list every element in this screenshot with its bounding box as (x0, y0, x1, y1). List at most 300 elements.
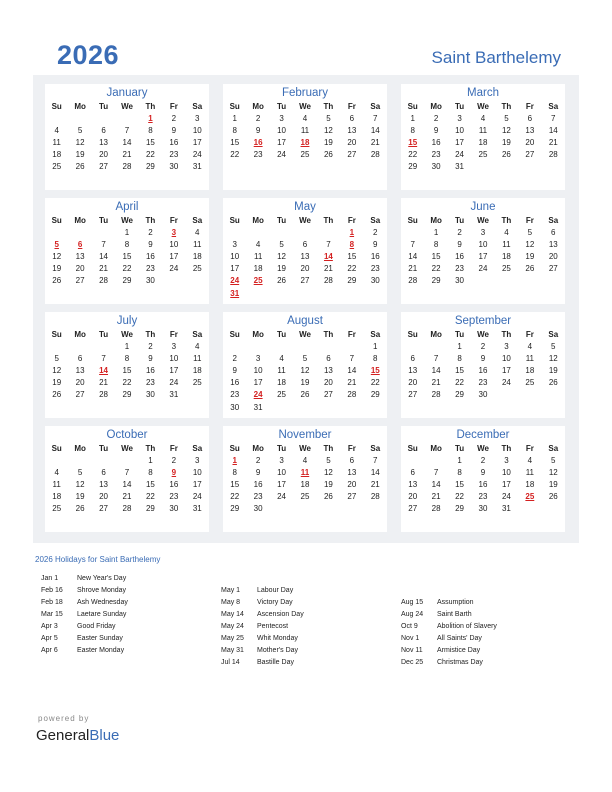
day-cell: 28 (408, 276, 418, 286)
day-cell: 22 (230, 150, 240, 160)
day-cell: 1 (124, 342, 130, 352)
day-cell: 9 (148, 354, 153, 364)
weekday-header: We (477, 444, 489, 453)
day-cell: 1 (433, 228, 439, 238)
day-cell: 11 (478, 126, 488, 136)
weekday-header: Th (145, 216, 156, 225)
day-cell: 4 (504, 228, 509, 238)
day-cell: 2 (148, 342, 153, 352)
day-cell: 12 (300, 366, 310, 376)
day-cell: 30 (370, 276, 380, 286)
holiday-name: Armistice Day (437, 647, 481, 654)
month-day-grid (45, 215, 209, 288)
day-cell: 13 (300, 252, 310, 262)
day-cell: 15 (122, 366, 132, 376)
empty-day-cell (68, 113, 91, 125)
day-cell: 29 (370, 390, 380, 400)
day-cell: 23 (169, 150, 179, 160)
day-cell: 19 (75, 492, 85, 502)
day-cell: 20 (408, 492, 418, 502)
month-day-grid (223, 329, 387, 414)
day-cell: 17 (277, 138, 287, 148)
day-cell: 28 (323, 276, 333, 286)
day-cell: 19 (548, 480, 558, 490)
day-cell: 12 (75, 480, 85, 490)
day-cell: 12 (52, 252, 62, 262)
day-cell: 26 (300, 390, 310, 400)
day-cell: 11 (502, 240, 511, 250)
day-cell: 27 (75, 390, 85, 400)
day-cell: 9 (171, 126, 177, 136)
day-cell: 30 (478, 504, 488, 514)
day-cell: 21 (99, 378, 109, 388)
holidays-title: 2026 Holidays for Saint Barthelemy (35, 555, 161, 564)
day-cell: 23 (253, 492, 263, 502)
day-cell: 3 (279, 114, 284, 124)
day-cell: 24 (192, 492, 202, 502)
weekday-header: Fr (347, 102, 356, 111)
day-cell: 5 (551, 456, 556, 466)
day-cell: 21 (99, 264, 109, 274)
day-cell: 26 (75, 162, 85, 172)
day-cell: 6 (410, 468, 415, 478)
day-cell: 24 (192, 150, 202, 160)
day-cell: 1 (124, 228, 130, 238)
day-cell: 6 (551, 228, 556, 238)
day-cell: 22 (122, 378, 132, 388)
day-cell: 7 (349, 354, 355, 364)
weekday-header: Mo (74, 444, 86, 453)
day-cell: 10 (169, 240, 179, 250)
day-cell: 12 (548, 468, 558, 478)
weekday-header: Tu (276, 102, 287, 111)
day-cell: 20 (99, 150, 109, 160)
weekday-header: Tu (454, 216, 465, 225)
month-name: September (454, 315, 512, 327)
day-cell: 4 (302, 456, 308, 466)
holiday-day-cell: 1 (349, 228, 355, 238)
day-cell: 27 (408, 504, 418, 514)
month-day-grid (223, 101, 387, 161)
day-cell: 8 (410, 126, 415, 136)
empty-day-cell (401, 341, 424, 353)
empty-day-cell (424, 341, 447, 353)
holiday-name: Labour Day (257, 587, 294, 594)
day-cell: 1 (232, 114, 237, 124)
weekday-header: We (477, 330, 489, 339)
day-cell: 8 (232, 126, 237, 136)
day-cell: 20 (548, 252, 558, 262)
holiday-name: Victory Day (257, 599, 293, 606)
day-cell: 16 (145, 252, 155, 262)
holiday-day-cell: 25 (253, 276, 263, 286)
day-cell: 13 (408, 366, 418, 376)
day-cell: 23 (478, 378, 488, 388)
month-day-grid (45, 329, 209, 402)
day-cell: 23 (230, 390, 240, 400)
holiday-day-cell: 3 (171, 228, 177, 238)
holiday-day-cell: 14 (99, 366, 109, 376)
day-cell: 14 (408, 252, 418, 262)
day-cell: 31 (169, 390, 179, 400)
day-cell: 4 (54, 126, 59, 136)
holiday-date: Jul 14 (221, 659, 240, 666)
weekday-header: Su (407, 102, 418, 111)
holiday-row (221, 645, 391, 657)
month-name: July (116, 315, 138, 327)
holiday-date: Dec 25 (401, 659, 424, 666)
weekday-header: Su (51, 444, 62, 453)
day-cell: 19 (501, 138, 511, 148)
day-cell: 10 (277, 468, 287, 478)
weekday-header: We (121, 216, 133, 225)
day-cell: 15 (230, 138, 240, 148)
holiday-day-cell: 14 (323, 252, 333, 262)
holiday-day-cell: 31 (230, 288, 240, 298)
day-cell: 2 (373, 228, 378, 238)
day-cell: 19 (525, 252, 535, 262)
day-cell: 15 (145, 480, 155, 490)
weekday-header: Tu (276, 216, 287, 225)
holiday-day-cell: 24 (253, 390, 263, 400)
weekday-header: Sa (370, 444, 381, 453)
day-cell: 10 (501, 468, 511, 478)
weekday-header: Sa (548, 330, 559, 339)
day-cell: 5 (302, 354, 308, 364)
weekday-header: Fr (525, 216, 534, 225)
day-cell: 3 (255, 354, 261, 364)
day-cell: 8 (232, 468, 237, 478)
empty-day-cell (340, 341, 363, 353)
day-cell: 20 (408, 378, 418, 388)
weekday-header: Su (229, 444, 240, 453)
holiday-day-cell: 18 (300, 138, 310, 148)
day-cell: 22 (347, 264, 357, 274)
weekday-header: Fr (169, 330, 178, 339)
day-cell: 23 (253, 150, 263, 160)
holiday-day-cell: 1 (148, 114, 153, 124)
day-cell: 14 (122, 480, 132, 490)
day-cell: 9 (373, 240, 378, 250)
weekday-header: Th (323, 216, 334, 225)
day-cell: 27 (99, 504, 109, 514)
day-cell: 16 (431, 138, 441, 148)
day-cell: 11 (277, 366, 286, 376)
day-cell: 8 (433, 240, 439, 250)
day-cell: 26 (501, 150, 511, 160)
holiday-column (41, 573, 211, 657)
day-cell: 2 (148, 228, 153, 238)
day-cell: 11 (52, 480, 61, 490)
day-cell: 4 (480, 114, 486, 124)
day-cell: 9 (232, 366, 237, 376)
day-cell: 15 (431, 252, 441, 262)
empty-day-cell (45, 341, 68, 353)
day-cell: 23 (478, 492, 488, 502)
day-cell: 26 (525, 264, 535, 274)
day-cell: 3 (504, 342, 509, 352)
weekday-header: Tu (98, 102, 109, 111)
weekday-header: Su (51, 216, 62, 225)
day-cell: 18 (501, 252, 511, 262)
day-cell: 27 (525, 150, 535, 160)
day-cell: 4 (195, 342, 200, 352)
day-cell: 31 (253, 402, 263, 412)
day-cell: 21 (122, 492, 132, 502)
brand-logo-part-general: General (36, 727, 90, 744)
day-cell: 18 (52, 492, 62, 502)
month-may (223, 198, 387, 304)
day-cell: 5 (551, 342, 556, 352)
day-cell: 6 (527, 114, 533, 124)
day-cell: 29 (408, 162, 418, 172)
day-cell: 3 (195, 114, 200, 124)
day-cell: 27 (347, 492, 357, 502)
holiday-date: Mar 15 (41, 611, 63, 618)
weekday-header: Sa (192, 216, 203, 225)
day-cell: 16 (478, 480, 488, 490)
weekday-header: Sa (192, 444, 203, 453)
day-cell: 9 (480, 468, 486, 478)
weekday-header: Tu (454, 444, 465, 453)
day-cell: 19 (300, 378, 310, 388)
day-cell: 28 (548, 150, 558, 160)
weekday-header: Th (501, 330, 512, 339)
weekday-header: Mo (74, 216, 86, 225)
day-cell: 25 (478, 150, 488, 160)
day-cell: 11 (300, 126, 310, 136)
day-cell: 21 (408, 264, 418, 274)
weekday-header: Fr (169, 102, 178, 111)
day-cell: 28 (370, 150, 380, 160)
day-cell: 5 (279, 240, 284, 250)
holiday-day-cell: 8 (349, 240, 355, 250)
day-cell: 14 (122, 138, 132, 148)
day-cell: 12 (323, 126, 333, 136)
day-cell: 13 (347, 126, 357, 136)
holiday-date: Nov 1 (401, 635, 420, 642)
weekday-header: Mo (252, 444, 264, 453)
empty-day-cell (92, 341, 115, 353)
day-cell: 7 (410, 240, 415, 250)
month-day-grid (401, 443, 565, 516)
day-cell: 3 (480, 228, 486, 238)
holiday-row (221, 585, 391, 597)
holiday-row (41, 597, 211, 609)
calendar-panel (33, 75, 579, 543)
holiday-day-cell: 9 (171, 468, 177, 478)
day-cell: 30 (253, 504, 263, 514)
day-cell: 6 (326, 354, 331, 364)
day-cell: 5 (326, 114, 331, 124)
day-cell: 17 (478, 252, 488, 262)
month-march (401, 84, 565, 190)
holiday-day-cell: 16 (253, 138, 263, 148)
day-cell: 25 (192, 378, 202, 388)
day-cell: 26 (277, 276, 287, 286)
month-name: November (278, 429, 332, 441)
day-cell: 25 (52, 504, 62, 514)
day-cell: 11 (193, 240, 202, 250)
empty-day-cell (115, 113, 138, 125)
weekday-header: Mo (252, 330, 264, 339)
holiday-column (401, 597, 571, 669)
day-cell: 22 (408, 150, 418, 160)
day-cell: 28 (122, 162, 132, 172)
weekday-header: Mo (430, 102, 442, 111)
weekday-header: Mo (430, 216, 442, 225)
day-cell: 13 (323, 366, 333, 376)
day-cell: 2 (457, 228, 462, 238)
day-cell: 7 (373, 456, 378, 466)
day-cell: 25 (52, 162, 62, 172)
day-cell: 29 (347, 276, 357, 286)
day-cell: 23 (431, 150, 441, 160)
holiday-date: May 14 (221, 611, 244, 618)
month-august (223, 312, 387, 418)
day-cell: 23 (370, 264, 380, 274)
day-cell: 6 (101, 468, 106, 478)
day-cell: 10 (501, 354, 511, 364)
day-cell: 20 (75, 378, 85, 388)
empty-day-cell (293, 227, 316, 239)
day-cell: 28 (370, 492, 380, 502)
holiday-day-cell: 5 (54, 240, 59, 250)
weekday-header: Tu (454, 102, 465, 111)
day-cell: 6 (302, 240, 308, 250)
day-cell: 18 (277, 378, 287, 388)
day-cell: 21 (370, 138, 380, 148)
day-cell: 27 (347, 150, 357, 160)
month-name: December (456, 429, 510, 441)
day-cell: 1 (148, 456, 153, 466)
day-cell: 7 (373, 114, 378, 124)
month-name: February (281, 87, 329, 99)
day-cell: 28 (347, 390, 357, 400)
holiday-date: Feb 18 (41, 599, 63, 606)
day-cell: 10 (169, 354, 179, 364)
day-cell: 20 (525, 138, 535, 148)
day-cell: 26 (323, 150, 333, 160)
weekday-header: Fr (347, 216, 356, 225)
day-cell: 17 (192, 480, 202, 490)
day-cell: 27 (323, 390, 333, 400)
day-cell: 21 (431, 492, 441, 502)
day-cell: 20 (347, 138, 357, 148)
weekday-header: Th (501, 444, 512, 453)
day-cell: 3 (504, 456, 509, 466)
empty-day-cell (68, 341, 91, 353)
weekday-header: We (299, 444, 311, 453)
day-cell: 25 (300, 150, 310, 160)
day-cell: 16 (478, 366, 488, 376)
day-cell: 9 (480, 354, 486, 364)
day-cell: 6 (410, 354, 415, 364)
holiday-date: May 1 (221, 587, 241, 594)
holiday-row (41, 645, 211, 657)
holiday-name: Mother's Day (257, 647, 299, 654)
day-cell: 30 (169, 504, 179, 514)
day-cell: 16 (455, 252, 465, 262)
empty-day-cell (401, 455, 424, 467)
day-cell: 27 (75, 276, 85, 286)
weekday-header: Su (51, 330, 62, 339)
day-cell: 10 (277, 126, 287, 136)
day-cell: 8 (457, 354, 462, 364)
month-july (45, 312, 209, 418)
holiday-row (221, 633, 391, 645)
weekday-header: Fr (169, 444, 178, 453)
weekday-header: We (477, 216, 489, 225)
day-cell: 13 (99, 480, 109, 490)
weekday-header: Su (407, 444, 418, 453)
day-cell: 7 (326, 240, 331, 250)
holiday-name: Shrove Monday (77, 587, 127, 594)
day-cell: 29 (122, 390, 132, 400)
month-name: October (106, 429, 148, 441)
day-cell: 25 (192, 264, 202, 274)
day-cell: 22 (145, 492, 155, 502)
day-cell: 2 (433, 114, 439, 124)
weekday-header: Tu (454, 330, 465, 339)
weekday-header: Th (145, 330, 156, 339)
weekday-header: Sa (548, 102, 559, 111)
empty-day-cell (424, 455, 447, 467)
month-april (45, 198, 209, 304)
day-cell: 30 (431, 162, 441, 172)
holiday-date: Aug 15 (401, 599, 424, 606)
day-cell: 28 (99, 390, 109, 400)
day-cell: 4 (54, 468, 59, 478)
day-cell: 15 (122, 252, 132, 262)
empty-day-cell (270, 227, 293, 239)
day-cell: 26 (52, 276, 62, 286)
weekday-header: Th (145, 444, 156, 453)
weekday-header: Su (407, 216, 418, 225)
day-cell: 31 (192, 162, 202, 172)
day-cell: 19 (277, 264, 287, 274)
weekday-header: Fr (347, 444, 356, 453)
day-cell: 12 (52, 366, 62, 376)
day-cell: 2 (255, 114, 261, 124)
holiday-name: Christmas Day (437, 659, 483, 666)
day-cell: 17 (455, 138, 465, 148)
empty-day-cell (92, 227, 115, 239)
day-cell: 6 (101, 126, 106, 136)
day-cell: 21 (323, 264, 333, 274)
day-cell: 21 (347, 378, 357, 388)
holiday-name: Abolition of Slavery (437, 623, 497, 630)
day-cell: 6 (349, 456, 355, 466)
day-cell: 4 (527, 342, 533, 352)
holiday-row (401, 657, 571, 669)
holiday-day-cell: 6 (77, 240, 83, 250)
month-january (45, 84, 209, 190)
day-cell: 24 (455, 150, 465, 160)
weekday-header: We (121, 102, 133, 111)
day-cell: 22 (455, 378, 465, 388)
brand-logo[interactable] (36, 727, 119, 744)
day-cell: 13 (347, 468, 357, 478)
weekday-header: Mo (430, 444, 442, 453)
month-day-grid (401, 101, 565, 174)
weekday-header: Sa (370, 330, 381, 339)
day-cell: 16 (169, 480, 179, 490)
day-cell: 3 (195, 456, 200, 466)
day-cell: 14 (431, 366, 441, 376)
day-cell: 14 (370, 468, 380, 478)
day-cell: 29 (145, 162, 155, 172)
